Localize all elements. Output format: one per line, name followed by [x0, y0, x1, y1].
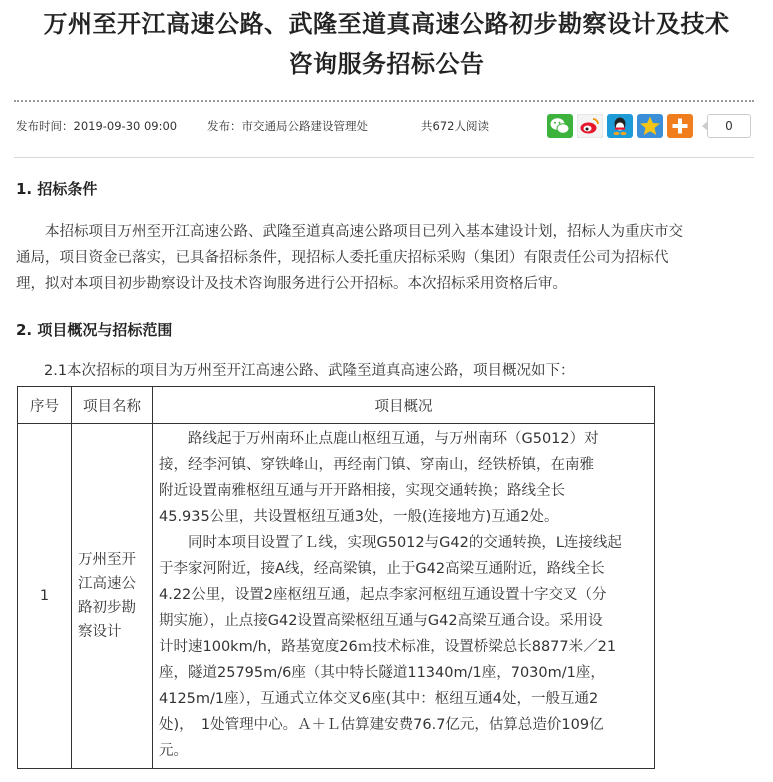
desc-line: 附近设置南雅枢纽互通与开开路相接，实现交通转换；路线全长: [159, 483, 565, 499]
table-header-row: [18, 387, 655, 424]
paragraph-line: 通局，项目资金已落实，已具备招标条件，现招标人委托重庆招标采购（集团）有限责任公司为招标代: [16, 250, 669, 266]
article-title-line2: 咨询服务招标公告: [288, 49, 485, 78]
publisher: 发布：市交通局公路建设管理处: [207, 119, 368, 133]
name-line: 江高速公: [78, 576, 136, 592]
article-title-line1: 万州至开江高速公路、武隆至道真高速公路初步勘察设计及技术: [43, 9, 730, 38]
meta-divider: [14, 157, 754, 158]
name-line: 察设计: [78, 624, 122, 640]
table-row: [18, 424, 655, 769]
desc-line: 45.935公里，共设置枢纽互通3处，一般(连接地方)互通2处。: [159, 509, 559, 525]
section1-paragraph: [16, 219, 751, 297]
read-count: 共672人阅读: [421, 119, 489, 133]
wechat-icon[interactable]: [547, 114, 573, 138]
desc-line: 处)， 1处管理中心。Ａ＋Ｌ估算建安费76.7亿元，估算总造价109亿: [159, 717, 604, 733]
row-name: [72, 424, 153, 769]
name-line: 万州至开: [78, 552, 136, 568]
row-no: 1: [18, 424, 72, 769]
section-heading-2: 2. 项目概况与招标范围: [16, 321, 173, 339]
title-divider: [14, 100, 754, 102]
weibo-icon[interactable]: [577, 114, 603, 138]
qzone-icon[interactable]: [637, 114, 663, 138]
desc-line: 期实施），止点接G42设置高梁枢纽互通与G42高梁互通合设。采用设: [159, 613, 603, 629]
section-heading-1: 1. 招标条件: [16, 180, 98, 198]
desc-line: 座，隧道25795m/6座（其中特长隧道11340m/1座，7030m/1座，: [159, 665, 605, 681]
desc-line: 计时速100km/h，路基宽度26ｍ技术标准，设置桥梁总长8877米／21: [159, 639, 617, 655]
header-no: 序号: [18, 387, 72, 424]
qq-icon[interactable]: [607, 114, 633, 138]
article-title: [8, 4, 765, 84]
share-count: 0: [707, 114, 751, 138]
paragraph-line: 理，拟对本项目初步勘察设计及技术咨询服务进行公开招标。本次招标采用资格后审。: [16, 276, 567, 292]
desc-line: 4.22公里，设置2座枢纽互通，起点李家河枢纽互通设置十字交叉（分: [159, 587, 607, 603]
desc-line: 路线起于万州南环止点鹿山枢纽互通，与万州南环（G5012）对: [159, 431, 599, 447]
desc-line: 于李家河附近，接A线，经高梁镇，止于G42高梁互通附近，路线全长: [159, 561, 605, 577]
desc-line: 4125m/1座），互通式立体交叉6座(其中：枢纽互通4处，一般互通2: [159, 691, 599, 707]
project-table: [17, 386, 655, 769]
name-line: 路初步勘: [78, 600, 136, 616]
desc-line: 元。: [159, 743, 188, 759]
header-desc: 项目概况: [153, 387, 655, 424]
header-name: 项目名称: [72, 387, 153, 424]
publish-time: 发布时间：2019-09-30 09:00: [16, 119, 178, 133]
desc-line: 同时本项目设置了Ｌ线，实现G5012与G42的交通转换，L连接线起: [159, 535, 622, 551]
row-description: [153, 424, 655, 769]
more-share-icon[interactable]: [667, 114, 693, 138]
table-intro: 2.1本次招标的项目为万州至开江高速公路、武隆至道真高速公路，项目概况如下：: [44, 363, 575, 379]
paragraph-line: 本招标项目万州至开江高速公路、武隆至道真高速公路项目已列入基本建设计划，招标人为重庆市交: [45, 224, 683, 240]
desc-line: 接，经李河镇、穿铁峰山，再经南门镇、穿南山，经铁桥镇，在南雅: [159, 457, 594, 473]
